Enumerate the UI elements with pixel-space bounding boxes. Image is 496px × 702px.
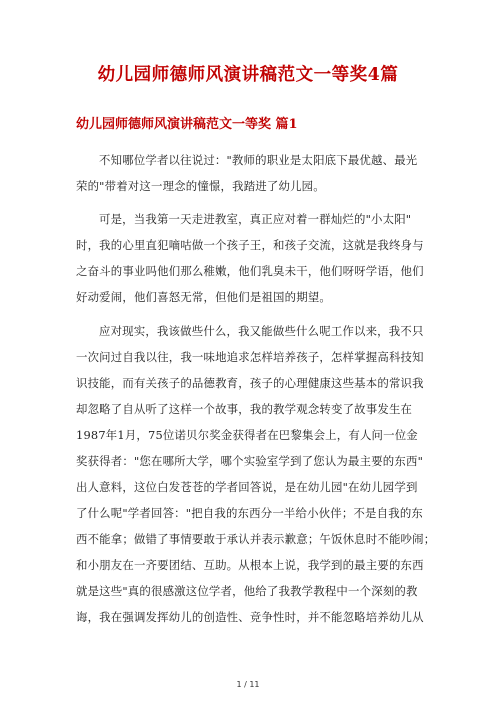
paragraph-line: 和小朋友在一齐要团结、互助。从根本上说，我学到的最主要的东西 xyxy=(76,558,424,572)
paragraph-line: 时，我的心里直犯嘀咕做一个孩子王，和孩子交流，这就是我终身与 xyxy=(76,238,424,252)
page-indicator: 1 / 11 xyxy=(236,680,260,689)
paragraph-line: 奖获得者："您在哪所大学，哪个实验室学到了您认为最主要的东西" xyxy=(76,454,424,468)
document-title: 幼儿园师德师风演讲稿范文一等奖4篇 xyxy=(97,65,399,85)
paragraph-line: 好动爱闹，他们喜怒无常，但他们是祖国的期望。 xyxy=(76,290,331,304)
paragraph-line: 就是这些"真的很感激这位学者，他给了我教学教程中一个深刻的教 xyxy=(76,584,418,598)
paragraph-line: 可是，当我第一天走进教室，真正应对着一群灿烂的"小太阳" xyxy=(99,212,412,226)
paragraph-line: 了什么呢"学者回答："把自我的东西分一半给小伙伴；不是自我的东 xyxy=(76,506,424,520)
section-heading: 幼儿园师德师风演讲稿范文一等奖 篇1 xyxy=(76,117,298,132)
paragraph-line: 识技能，而有关孩子的品德教育，孩子的心理健康这些基本的常识我 xyxy=(76,376,424,390)
paragraph-line: 一次问过自我以往，我一味地追求怎样培养孩子，怎样掌握高科技知 xyxy=(76,350,424,364)
paragraph-line: 之奋斗的事业吗他们那么稚嫩，他们乳臭未干，他们呀呀学语，他们 xyxy=(76,264,424,278)
paragraph-line: 却忽略了自从听了这样一个故事，我的教学观念转变了故事发生在 xyxy=(76,402,413,416)
paragraph-line: 不知哪位学者以往说过："教师的职业是太阳底下最优越、最光 xyxy=(99,153,418,167)
paragraph-line: 出人意料，这位白发苍苍的学者回答说，是在幼儿园"在幼儿园学到 xyxy=(76,480,418,494)
paragraph-line: 应对现实，我该做些什么，我又能做些什么呢工作以来，我不只 xyxy=(99,324,424,338)
paragraph-line: 1987年1月，75位诺贝尔奖金获得者在巴黎集会上，有人问一位金 xyxy=(76,428,418,442)
paragraph-line: 荣的"带着对这一理念的憧憬，我踏进了幼儿园。 xyxy=(76,179,325,193)
paragraph-line: 西不能拿；做错了事情要敢于承认并表示歉意；午饭休息时不能吵闹； xyxy=(76,532,436,546)
paragraph-line: 诲，我在强调发挥幼儿的创造性、竞争性时，并不能忽略培养幼儿从 xyxy=(76,610,424,624)
